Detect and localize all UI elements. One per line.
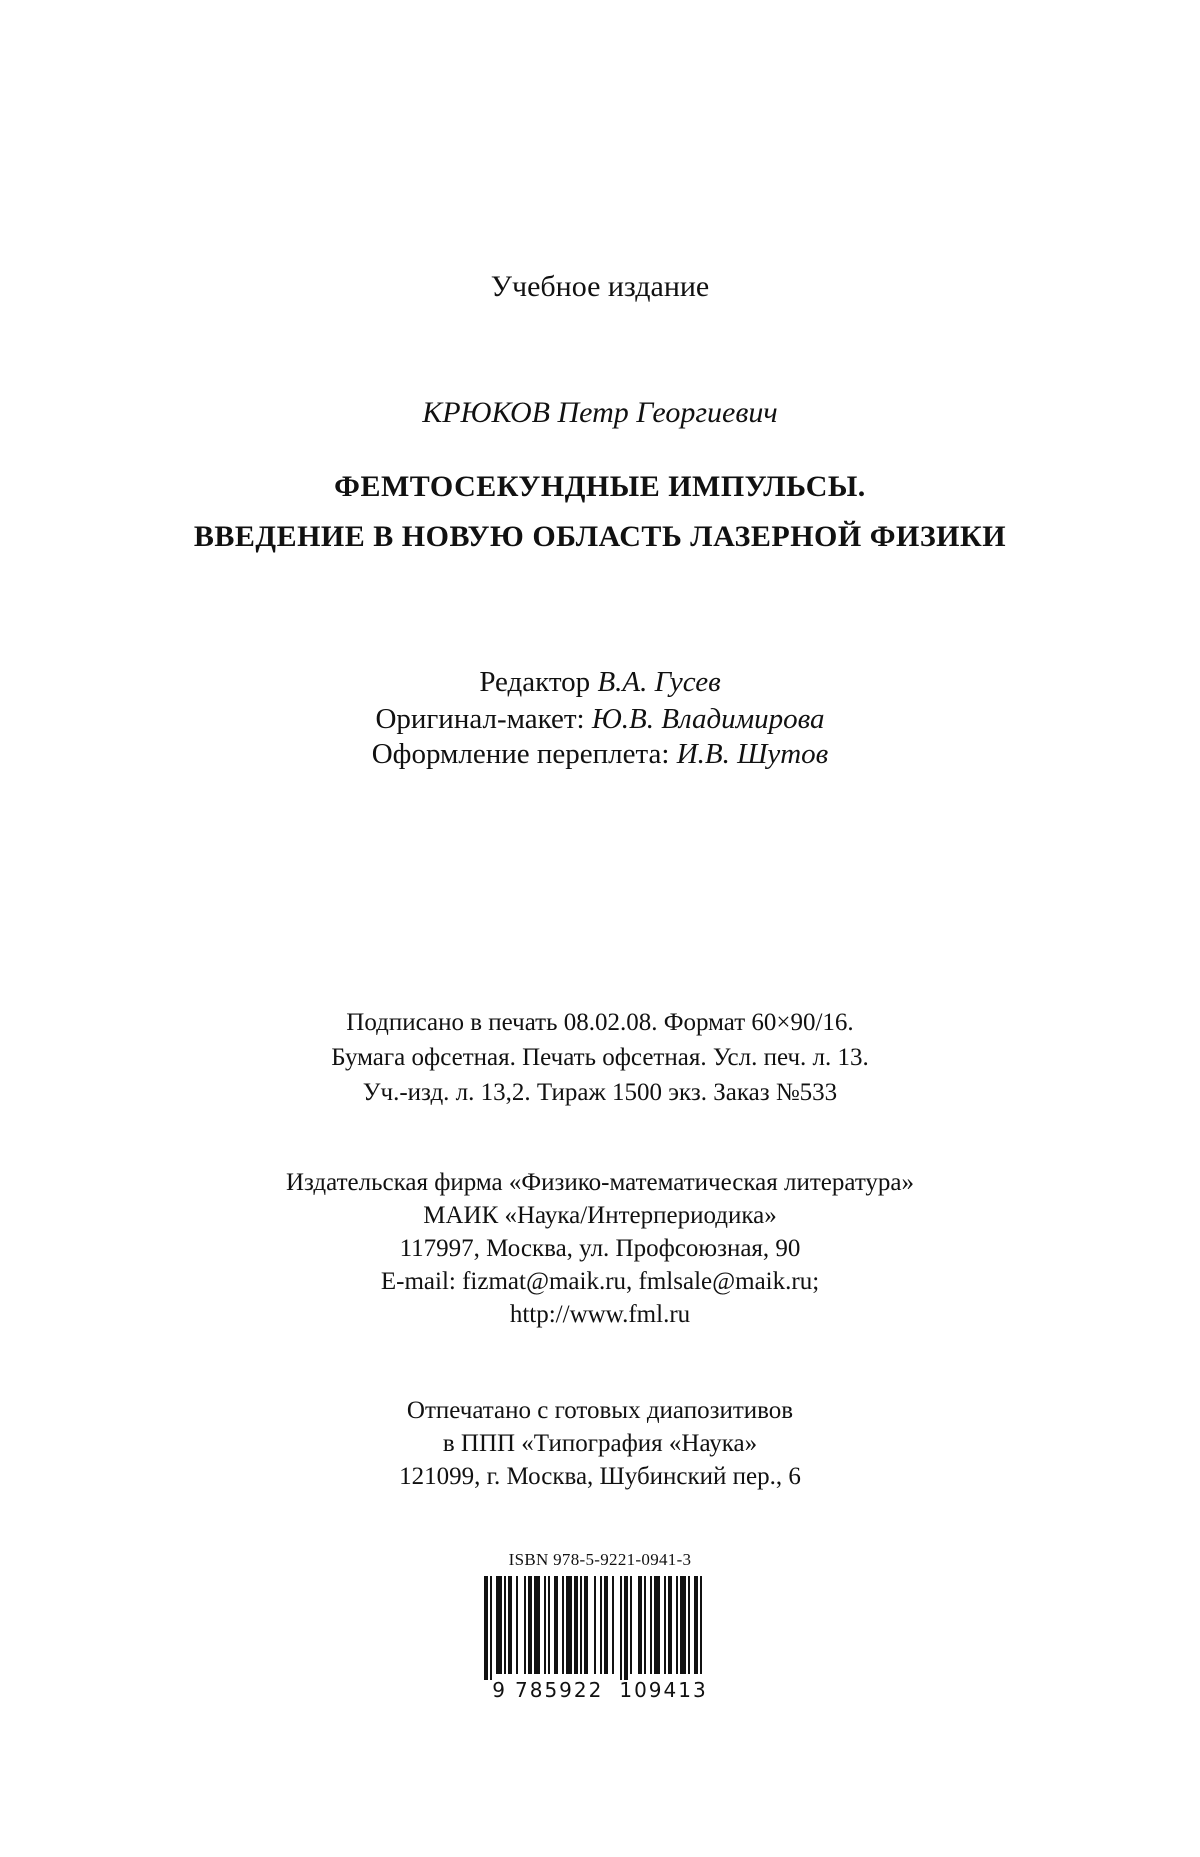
credit-editor (0, 668, 1200, 697)
book-title-line-2: ВВЕДЕНИЕ В НОВУЮ ОБЛАСТЬ ЛАЗЕРНОЙ ФИЗИКИ (193, 520, 1007, 553)
barcode-bar (638, 1576, 642, 1674)
barcode-bar (688, 1576, 690, 1674)
credit-person: Ю.В. Владимирова (591, 703, 825, 735)
imprint-line: Подписано в печать 08.02.08. Формат 60×90/16. (346, 1009, 854, 1036)
publisher-email: E-mail: fizmat@maik.ru, fmlsale@maik.ru; (380, 1268, 820, 1295)
barcode-bar (604, 1576, 608, 1674)
barcode-bar (528, 1576, 532, 1674)
imprint-line: Бумага офсетная. Печать офсетная. Усл. печ. л. 13. (331, 1044, 869, 1071)
publisher-line: Издательская фирма «Физико-математическая литература» (285, 1169, 915, 1196)
printer-line: в ППП «Типография «Наука» (442, 1430, 758, 1457)
barcode-bar (650, 1576, 652, 1674)
barcode-bar (694, 1576, 698, 1674)
publisher-address: 117997, Москва, ул. Профсоюзная, 90 (399, 1235, 801, 1262)
barcode-bar (600, 1576, 602, 1674)
barcode-graphic (478, 1570, 708, 1686)
barcode-bar (544, 1576, 546, 1674)
barcode-bar (630, 1576, 632, 1674)
barcode-bar (504, 1576, 506, 1674)
barcode-bar (680, 1576, 686, 1674)
barcode-bar (496, 1576, 502, 1674)
barcode-bar (524, 1576, 526, 1674)
barcode-bar (584, 1576, 588, 1674)
barcode-digit-first: 9 (492, 1678, 507, 1702)
barcode-bar (508, 1576, 512, 1674)
barcode-digits (0, 1678, 1200, 1702)
barcode-bar (516, 1576, 518, 1674)
barcode-bar (644, 1576, 646, 1674)
publisher-line: МАИК «Наука/Интерпериодика» (423, 1202, 777, 1229)
credit-person: И.В. Шутов (676, 738, 829, 770)
barcode-bar (548, 1576, 550, 1674)
barcode-bar (612, 1576, 614, 1674)
printer-address: 121099, г. Москва, Шубинский пер., 6 (399, 1463, 801, 1490)
author-name: КРЮКОВ Петр Георгиевич (422, 396, 778, 429)
printer-line: Отпечатано с готовых диапозитивов (406, 1397, 794, 1424)
barcode-bar (654, 1576, 660, 1674)
barcode-bar (700, 1576, 702, 1674)
book-title-line-1: ФЕМТОСЕКУНДНЫЕ ИМПУЛЬСЫ. (334, 470, 866, 503)
credit-cover-design (0, 740, 1200, 769)
barcode-bar (534, 1576, 540, 1674)
credit-role: Оригинал-макет: (375, 703, 585, 735)
barcode-bar (620, 1576, 622, 1680)
barcode-bar (554, 1576, 558, 1674)
barcode-bar (490, 1576, 492, 1680)
barcode-bar (484, 1576, 488, 1680)
barcode-digits-left: 785922 (515, 1678, 604, 1702)
imprint-line: Уч.-изд. л. 13,2. Тираж 1500 экз. Заказ №533 (362, 1079, 838, 1106)
barcode-bar (574, 1576, 578, 1674)
isbn-number: ISBN 978-5-9221-0941-3 (508, 1550, 692, 1569)
barcode-bar (566, 1576, 572, 1674)
barcode-bar (580, 1576, 582, 1674)
publisher-website: http://www.fml.ru (509, 1301, 691, 1328)
credit-layout (0, 705, 1200, 734)
credit-person: В.А. Гусев (597, 666, 721, 698)
credit-role: Редактор (479, 666, 591, 698)
credit-role: Оформление переплета: (371, 738, 670, 770)
barcode-bar (562, 1576, 564, 1674)
barcode-bar (594, 1576, 596, 1674)
barcode-bar (624, 1576, 628, 1680)
edition-type: Учебное издание (490, 270, 710, 303)
barcode-digits-right: 109413 (619, 1678, 708, 1702)
barcode-bar (664, 1576, 666, 1674)
barcode-bar (676, 1576, 678, 1674)
barcode-bar (668, 1576, 672, 1674)
